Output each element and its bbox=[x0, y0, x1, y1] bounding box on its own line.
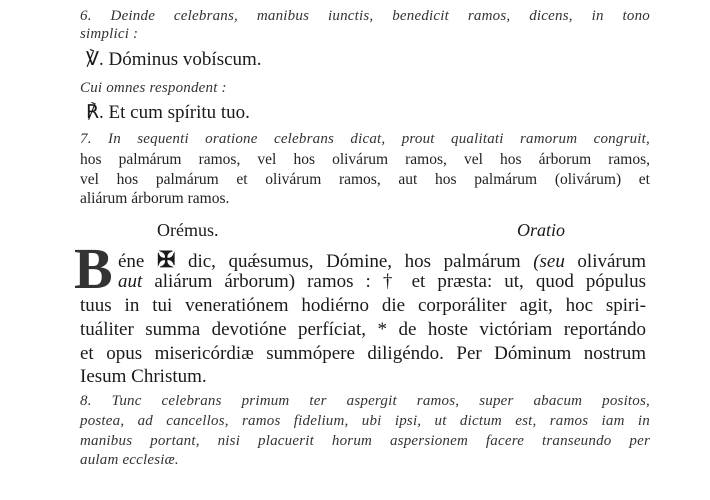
response-sign: ℟. bbox=[86, 102, 104, 123]
response bbox=[86, 101, 656, 124]
rubric-8-line-3: manibus portant, nisi placuerit horum aspersionem facere transeundo per bbox=[80, 433, 650, 449]
prayer-line-3: tuus in tui veneratiónem hodiérno die corporáliter agit, hoc spiri- bbox=[80, 295, 646, 316]
prayer-line-2 bbox=[118, 271, 646, 293]
oremus-heading: Orémus. bbox=[157, 220, 219, 240]
prayer-line-2-main: aliárum árborum) ramos : † et præsta: ut, quod pópulus bbox=[154, 271, 647, 292]
prayer-line-1-start: éne bbox=[118, 251, 145, 272]
versicle-sign: ℣. bbox=[86, 49, 104, 70]
prayer-line-1-end: olivárum bbox=[577, 251, 647, 272]
rubric-6-line-1: 6. Deinde celebrans, manibus iunctis, benedicit ramos, dicens, in tono bbox=[80, 8, 650, 24]
prayer-line-1-seu: (seu bbox=[533, 251, 565, 272]
rubric-6-line-2: simplici : bbox=[80, 26, 139, 42]
respond-rubric: Cui omnes respondent : bbox=[80, 80, 227, 96]
versicle bbox=[86, 48, 656, 71]
prayer-line-5: et opus misericórdiæ summópere diligéndo. Per Dóminum nostrum bbox=[80, 343, 646, 364]
rubric-8-line-2: postea, ad cancellos, ramos fidelium, ubi ipsi, ut dictum est, ramos iam in bbox=[80, 413, 650, 429]
sign-of-cross-icon: ✠ bbox=[156, 247, 176, 272]
versicle-text: Dóminus vobíscum. bbox=[108, 49, 262, 70]
prayer-line-4: tuáliter summa devotióne perfíciat, * de hoste victóriam reportándo bbox=[80, 319, 646, 340]
rubric-8-line-4: aulam ecclesiæ. bbox=[80, 452, 179, 468]
oratio-heading: Oratio bbox=[517, 220, 566, 240]
rubric-7-line-3: vel hos palmárum et olivárum ramos, aut hos palmárum (olivárum) et bbox=[80, 171, 650, 188]
drop-cap: B bbox=[74, 236, 113, 301]
prayer-line-1-main: dic, quǽsumus, Dómine, hos palmárum bbox=[187, 251, 521, 272]
prayer-line-1 bbox=[118, 247, 646, 273]
rubric-8-line-1: 8. Tunc celebrans primum ter aspergit ramos, super abacum positos, bbox=[80, 393, 650, 409]
rubric-7-line-2: hos palmárum ramos, vel hos olivárum ramos, vel hos árborum ramos, bbox=[80, 151, 650, 168]
response-text: Et cum spíritu tuo. bbox=[108, 102, 250, 123]
prayer-line-6: Iesum Christum. bbox=[80, 366, 207, 387]
prayer-line-2-aut: aut bbox=[118, 271, 143, 292]
rubric-7-line-1: 7. In sequenti oratione celebrans dicat, prout qualitati ramorum congruit, bbox=[80, 131, 650, 147]
rubric-7-line-4: aliárum árborum ramos. bbox=[80, 190, 230, 207]
